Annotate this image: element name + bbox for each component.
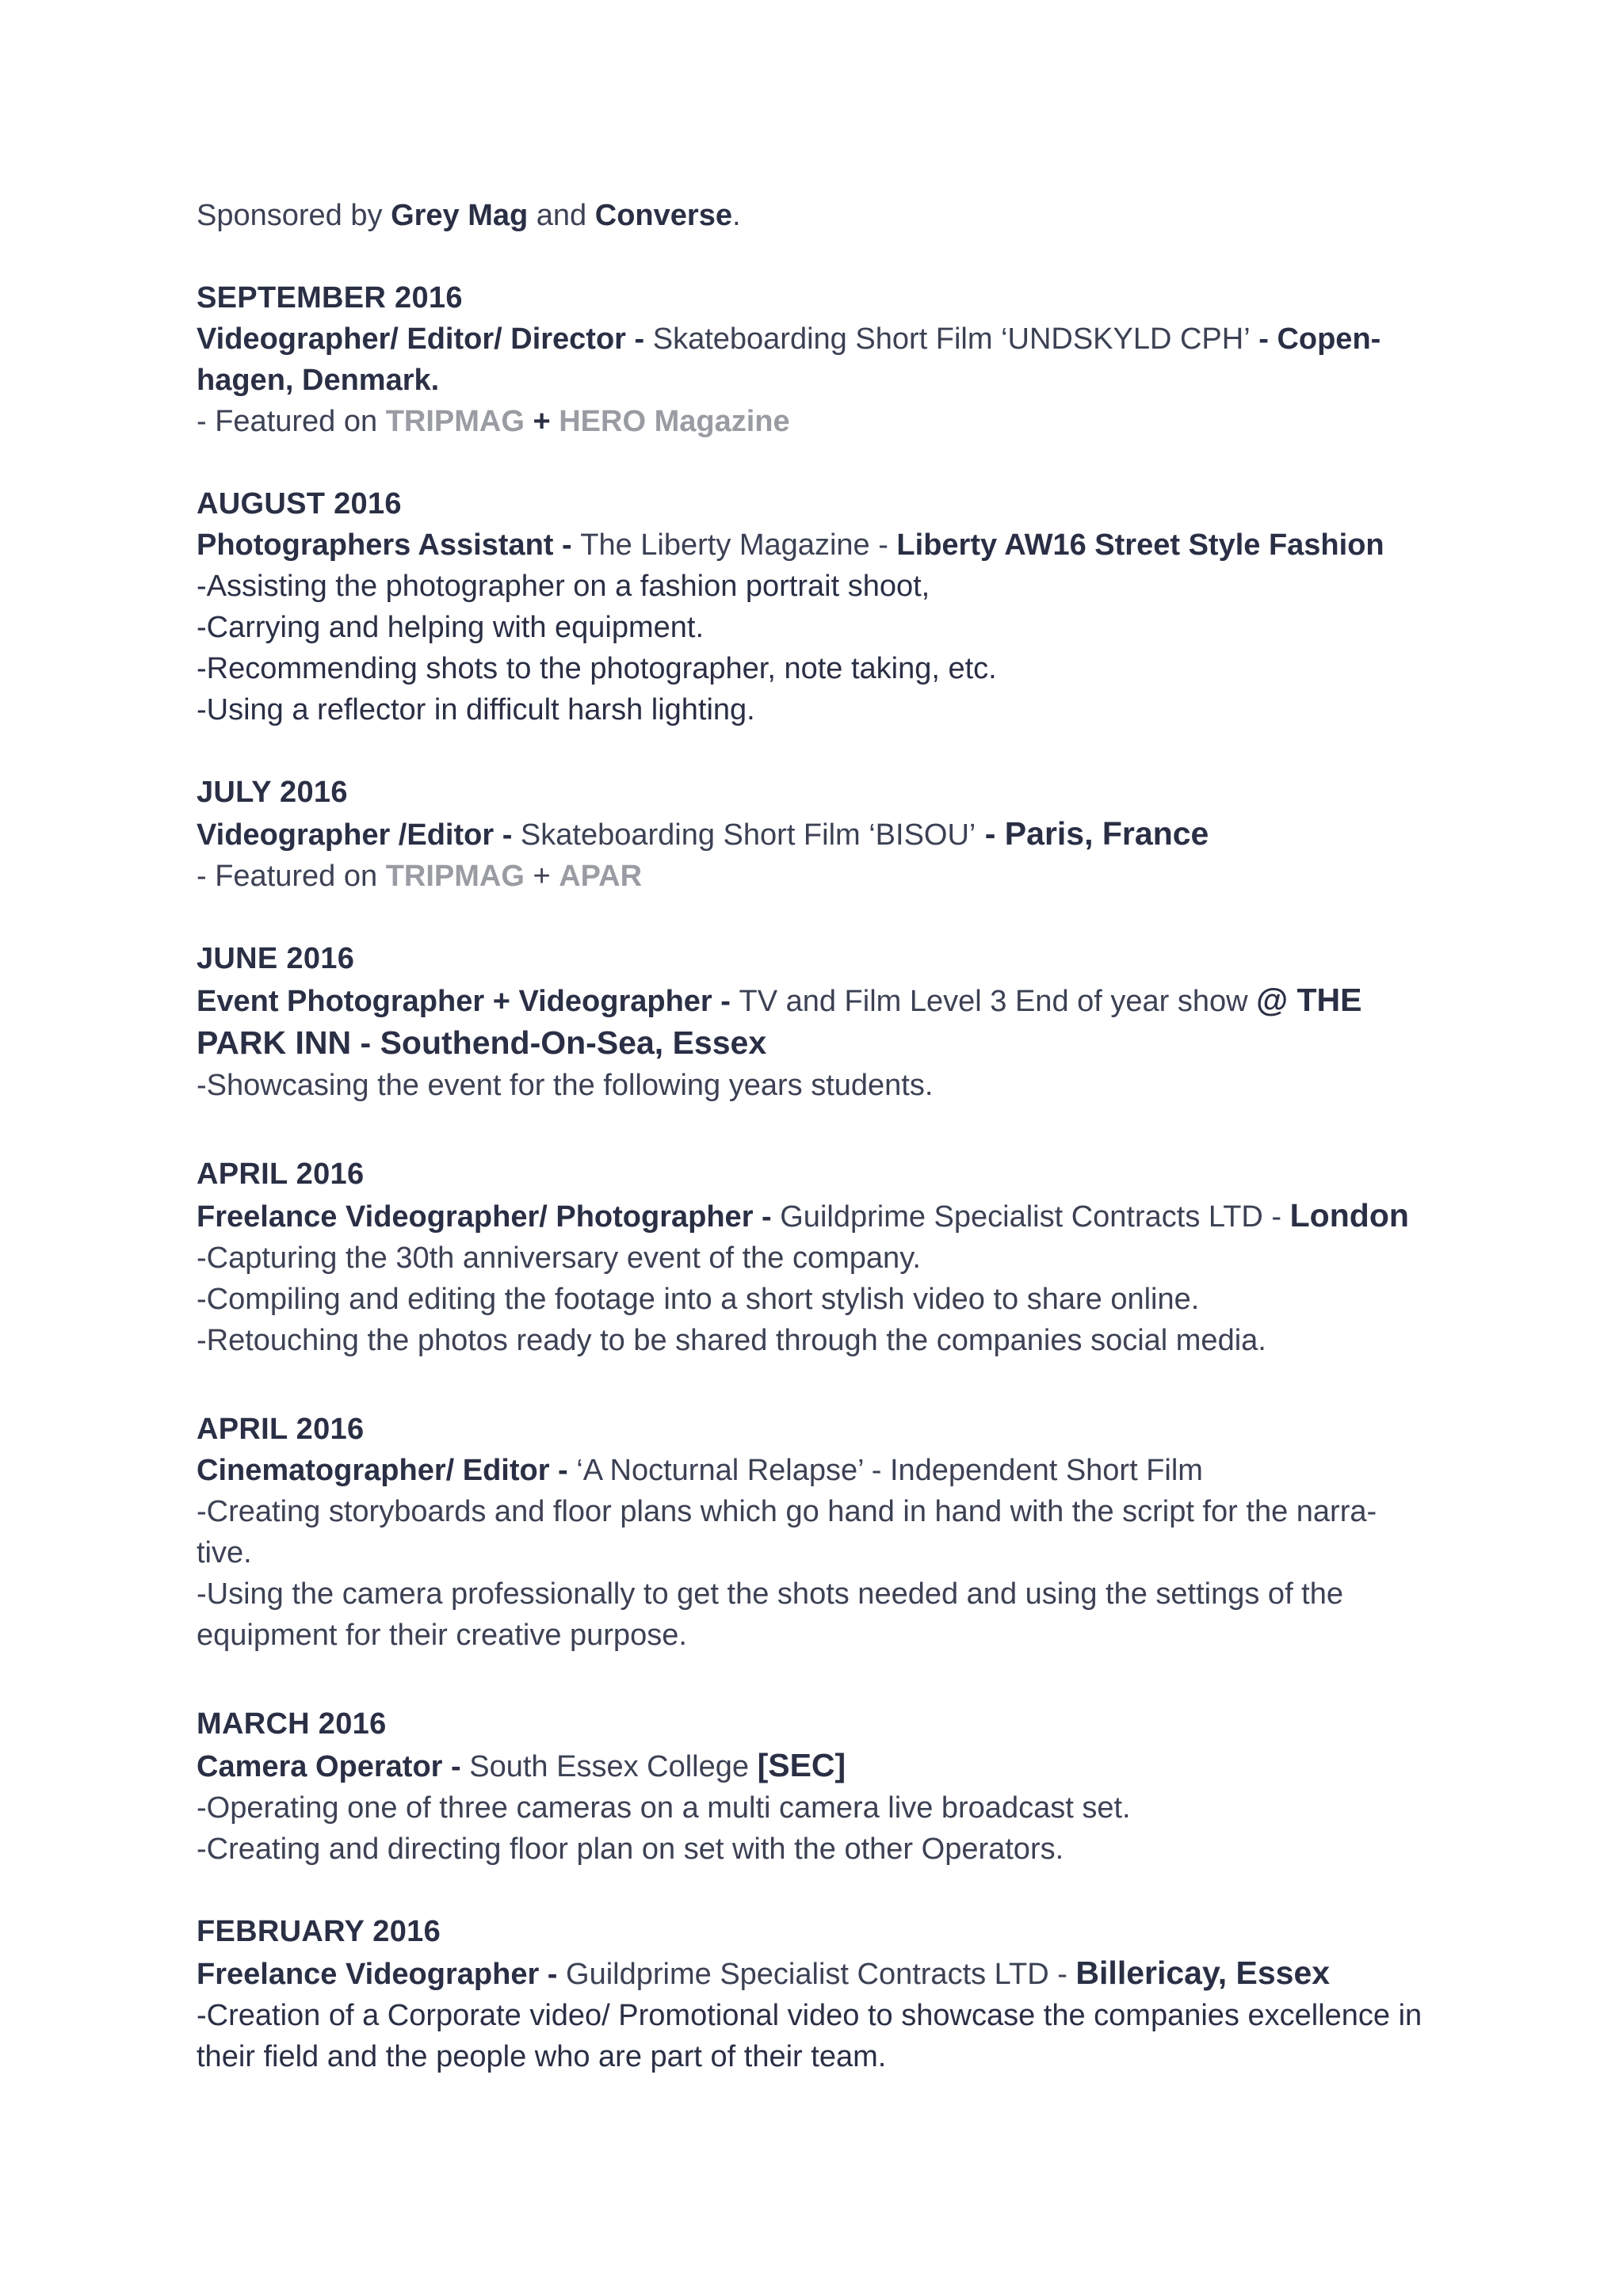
featured-hero-magazine: HERO Magazine (559, 405, 790, 438)
featured-apar: APAR (559, 860, 643, 893)
featured-prefix: - Featured on (197, 405, 386, 438)
entry-bullet: -Operating one of three cameras on a multi camera live broadcast set. (197, 1791, 1131, 1825)
entry-bullet: -Assisting the photographer on a fashion portrait shoot, (197, 570, 930, 603)
entry-april-2016-nocturnal (197, 1409, 1433, 1656)
entry-september-2016 (197, 277, 1433, 442)
entry-bullet: -Creating storyboards and floor plans which go hand in hand with the script for the narra- tive. (197, 1495, 1377, 1569)
entry-role: Videographer/ Editor/ Director - (197, 322, 653, 356)
entry-bullet: -Using the camera professionally to get the shots needed and using the settings of the equipment for their creative purpose. (197, 1577, 1344, 1652)
entry-date: JULY 2016 (197, 776, 348, 809)
sponsor-brand-grey-mag: Grey Mag (391, 199, 529, 232)
entry-june-2016 (197, 938, 1433, 1106)
entry-role: Videographer /Editor - (197, 818, 521, 852)
entry-project: The Liberty Magazine - (580, 528, 897, 562)
entry-bullet: -Recommending shots to the photographer, note taking, etc. (197, 652, 997, 685)
entry-role: Freelance Videographer - (197, 1958, 567, 1991)
entry-location: [SEC] (757, 1747, 846, 1783)
entry-title-line (197, 524, 1433, 566)
entry-title-line (197, 979, 1433, 1065)
entry-bullet: -Creating and directing floor plan on set with the other Operators. (197, 1833, 1064, 1866)
featured-tripmag: TRIPMAG (385, 405, 525, 438)
entry-location: - Paris, France (976, 815, 1209, 852)
entry-bullet: -Showcasing the event for the following years students. (197, 1069, 934, 1102)
entry-date: JUNE 2016 (197, 942, 355, 975)
entry-august-2016 (197, 483, 1433, 730)
entry-title-line (197, 318, 1433, 401)
entry-date: FEBRUARY 2016 (197, 1915, 441, 1948)
entry-role: Freelance Videographer/ Photographer - (197, 1200, 781, 1234)
entry-date: MARCH 2016 (197, 1707, 387, 1741)
entry-location: Billericay, Essex (1075, 1955, 1331, 1991)
entry-date: APRIL 2016 (197, 1158, 365, 1191)
sponsor-suffix: . (731, 199, 741, 232)
featured-separator: + (524, 405, 559, 438)
entry-bullet: -Retouching the photos ready to be shared through the companies social media. (197, 1324, 1266, 1357)
entry-march-2016 (197, 1703, 1433, 1870)
entry-title-line (197, 1195, 1433, 1238)
entry-project: Skateboarding Short Film ‘UNDSKYLD CPH’ (652, 322, 1251, 356)
entry-title-line (197, 1450, 1433, 1491)
entry-role: Photographers Assistant - (197, 528, 581, 562)
entry-title-line (197, 1745, 1433, 1787)
featured-prefix: - Featured on (197, 860, 386, 893)
entry-bullet: -Compiling and editing the footage into a short stylish video to share online. (197, 1283, 1200, 1316)
entry-date: AUGUST 2016 (197, 487, 402, 521)
entry-featured-line (197, 856, 1433, 897)
entry-title-line (197, 1952, 1433, 1995)
entry-april-2016-guildprime (197, 1154, 1433, 1361)
entry-role: Cinematographer/ Editor - (197, 1454, 577, 1487)
entry-project: ‘A Nocturnal Relapse’ - Independent Short Film (576, 1454, 1203, 1487)
featured-separator: + (524, 860, 559, 893)
entry-project: South Essex College (469, 1750, 758, 1783)
cv-page (197, 195, 1433, 2077)
entry-featured-line (197, 401, 1433, 442)
entry-february-2016 (197, 1911, 1433, 2077)
featured-tripmag: TRIPMAG (385, 860, 525, 893)
entry-location: @ THE PARK INN - Southend-On-Sea, Essex (197, 982, 1362, 1061)
sponsor-line (197, 195, 1433, 236)
entry-bullet: -Capturing the 30th anniversary event of the company. (197, 1241, 921, 1275)
entry-project: Guildprime Specialist Contracts LTD - (780, 1200, 1290, 1234)
entry-location: Liberty AW16 Street Style Fashion (896, 528, 1384, 562)
sponsor-and: and (528, 199, 595, 232)
entry-date: SEPTEMBER 2016 (197, 281, 463, 315)
entry-role: Event Photographer + Videographer - (197, 985, 739, 1018)
entry-bullet: -Using a reflector in difficult harsh lighting. (197, 693, 755, 727)
entry-project: Guildprime Specialist Contracts LTD - (566, 1958, 1076, 1991)
entry-location: - Copen- hagen, Denmark. (197, 322, 1381, 397)
sponsor-prefix: Sponsored by (197, 199, 391, 232)
entry-location: London (1289, 1197, 1409, 1234)
sponsor-brand-converse: Converse (594, 199, 732, 232)
entry-bullet: -Creation of a Corporate video/ Promotional video to showcase the companies excellence in their field and the people who are part of their team. (197, 1999, 1423, 2073)
entry-date: APRIL 2016 (197, 1413, 365, 1446)
entry-title-line (197, 813, 1433, 856)
entry-role: Camera Operator - (197, 1750, 470, 1783)
entry-project: TV and Film Level 3 End of year show (739, 985, 1257, 1018)
entry-project: Skateboarding Short Film ‘BISOU’ (520, 818, 976, 852)
entry-july-2016 (197, 772, 1433, 897)
entry-bullet: -Carrying and helping with equipment. (197, 611, 705, 644)
